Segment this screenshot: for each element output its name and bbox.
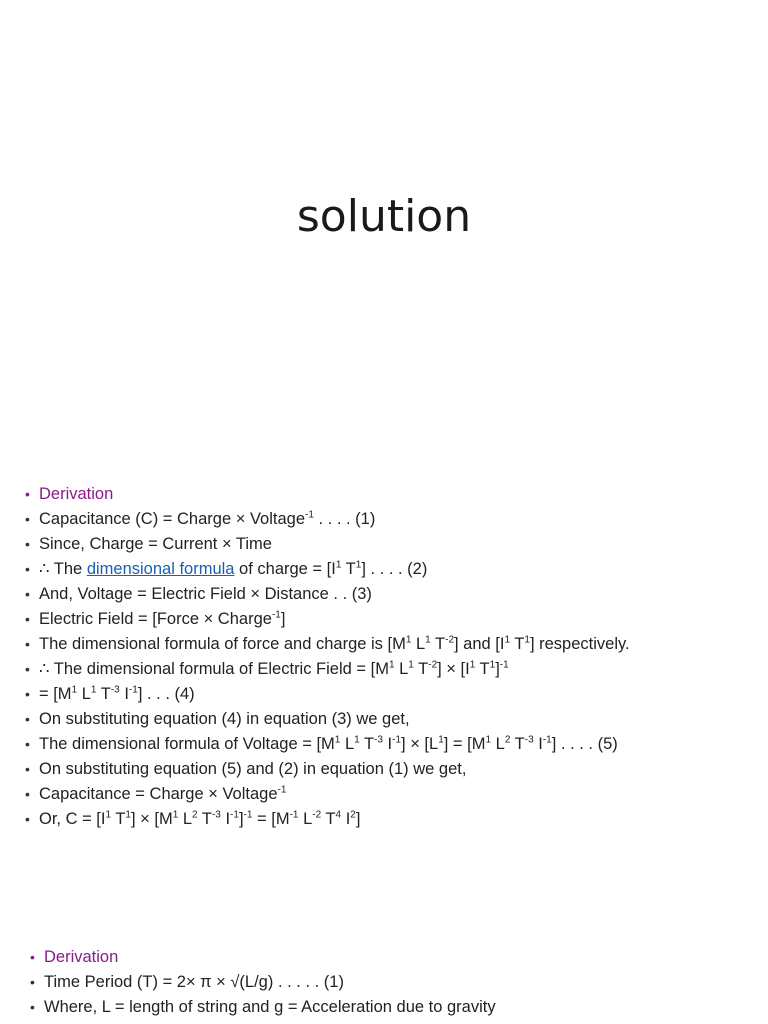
text-segment: I bbox=[119, 685, 129, 703]
exponent: 1 bbox=[355, 559, 362, 571]
derivation-list-pendulum bbox=[30, 945, 496, 1020]
text-segment: ] × [L bbox=[401, 735, 439, 753]
equation-line bbox=[25, 657, 630, 682]
exponent: -1 bbox=[305, 509, 314, 521]
text-segment: ] . . . . (5) bbox=[551, 735, 618, 753]
text-segment: Electric Field = [Force × Charge bbox=[39, 610, 272, 628]
exponent: 1 bbox=[354, 734, 360, 746]
equation-line bbox=[30, 995, 496, 1020]
text-segment: ∴ The bbox=[39, 560, 87, 578]
exponent: -1 bbox=[499, 659, 509, 671]
text-segment: = [M bbox=[252, 810, 290, 828]
text-segment: ] bbox=[238, 810, 244, 828]
section-heading: • Derivation bbox=[25, 482, 630, 507]
equation-line bbox=[25, 557, 630, 582]
derivation-list-capacitance bbox=[25, 482, 630, 832]
exponent: -1 bbox=[289, 809, 299, 821]
text-segment: L bbox=[491, 735, 505, 753]
exponent: -1 bbox=[271, 609, 281, 621]
text-segment: Time Period (T) = 2× π × √(L/g) . . . . . (1) bbox=[44, 973, 344, 991]
equation-line bbox=[25, 607, 630, 632]
exponent: -2 bbox=[428, 659, 438, 671]
equation-line bbox=[25, 732, 630, 757]
text-segment: On substituting equation (5) and (2) in equation (1) we get, bbox=[39, 760, 467, 778]
text-segment: ] . . . (4) bbox=[137, 685, 195, 703]
equation-line bbox=[25, 757, 630, 782]
text-segment: T bbox=[475, 660, 490, 678]
equation-line bbox=[25, 707, 630, 732]
exponent: 1 bbox=[425, 634, 431, 646]
text-segment: T bbox=[111, 810, 126, 828]
text-segment: I bbox=[533, 735, 543, 753]
text-segment: L bbox=[178, 810, 193, 828]
equation-line bbox=[25, 582, 630, 607]
exponent: 1 bbox=[405, 634, 412, 646]
text-segment: Capacitance = Charge × Voltage bbox=[39, 785, 278, 803]
exponent: 1 bbox=[71, 684, 78, 696]
exponent: 1 bbox=[334, 734, 341, 746]
text-segment: T bbox=[510, 635, 525, 653]
equation-line bbox=[25, 807, 630, 832]
text-segment: T bbox=[430, 635, 446, 653]
exponent: 1 bbox=[172, 809, 179, 821]
section-heading: • Derivation bbox=[30, 945, 496, 970]
text-segment: of charge = [I bbox=[234, 560, 336, 578]
exponent: -3 bbox=[110, 684, 120, 696]
text-segment: T bbox=[413, 660, 429, 678]
text-segment: L bbox=[394, 660, 409, 678]
exponent: 1 bbox=[469, 659, 476, 671]
exponent: -1 bbox=[542, 734, 552, 746]
text-segment: T bbox=[321, 810, 336, 828]
text-segment: L bbox=[77, 685, 91, 703]
text-segment: ∴ The dimensional formula of Electric Field = [M bbox=[39, 660, 389, 678]
text-segment: ] bbox=[280, 610, 286, 628]
text-segment: ] and [I bbox=[454, 635, 505, 653]
text-segment: ] . . . . (2) bbox=[361, 560, 428, 578]
text-segment: Capacitance (C) = Charge × Voltage bbox=[39, 510, 305, 528]
text-segment: Or, C = [I bbox=[39, 810, 106, 828]
exponent: 2 bbox=[192, 809, 198, 821]
text-segment: I bbox=[341, 810, 351, 828]
text-segment: And, Voltage = Electric Field × Distance . . (3) bbox=[39, 585, 372, 603]
text-segment: ] respectively. bbox=[529, 635, 630, 653]
exponent: 2 bbox=[504, 734, 511, 746]
exponent: -3 bbox=[524, 734, 534, 746]
text-segment: Since, Charge = Current × Time bbox=[39, 535, 272, 553]
page-title: solution bbox=[296, 191, 472, 243]
exponent: 1 bbox=[90, 684, 97, 696]
exponent: 1 bbox=[504, 634, 511, 646]
text-segment: L bbox=[411, 635, 426, 653]
equation-line bbox=[30, 970, 496, 995]
exponent: 2 bbox=[350, 809, 356, 821]
text-segment: L bbox=[340, 735, 355, 753]
exponent: -3 bbox=[211, 809, 221, 821]
text-segment: Where, L = length of string and g = Acceleration due to gravity bbox=[44, 998, 496, 1016]
text-segment: The dimensional formula of force and charge is [M bbox=[39, 635, 406, 653]
exponent: -2 bbox=[312, 809, 322, 821]
text-segment: ] × [I bbox=[437, 660, 470, 678]
exponent: 1 bbox=[524, 634, 530, 646]
exponent: 1 bbox=[105, 809, 112, 821]
exponent: -1 bbox=[277, 784, 287, 796]
exponent: 1 bbox=[489, 659, 496, 671]
exponent: -3 bbox=[374, 734, 383, 746]
text-segment: ] × [M bbox=[130, 810, 173, 828]
text-segment: ] bbox=[355, 810, 361, 828]
text-segment: = [M bbox=[39, 685, 72, 703]
exponent: -1 bbox=[392, 734, 402, 746]
exponent: 1 bbox=[485, 734, 492, 746]
equation-line bbox=[25, 782, 630, 807]
exponent: -1 bbox=[128, 684, 138, 696]
exponent: 1 bbox=[408, 659, 414, 671]
exponent: 4 bbox=[335, 809, 342, 821]
exponent: 1 bbox=[438, 734, 444, 746]
text-segment: ] = [M bbox=[443, 735, 486, 753]
text-segment: I bbox=[220, 810, 231, 828]
exponent: 1 bbox=[335, 559, 342, 571]
text-segment: The dimensional formula of Voltage = [M bbox=[39, 735, 335, 753]
exponent: 1 bbox=[125, 809, 131, 821]
text-segment: T bbox=[359, 735, 375, 753]
text-segment: L bbox=[298, 810, 313, 828]
dimensional-formula-link[interactable]: dimensional formula bbox=[86, 560, 235, 578]
text-segment: T bbox=[341, 560, 356, 578]
text-segment: T bbox=[96, 685, 111, 703]
exponent: -2 bbox=[445, 634, 455, 646]
text-segment: I bbox=[382, 735, 393, 753]
exponent: 1 bbox=[388, 659, 395, 671]
text-segment: ] bbox=[495, 660, 500, 678]
text-segment: T bbox=[197, 810, 212, 828]
equation-line bbox=[25, 532, 630, 557]
equation-line bbox=[25, 507, 630, 532]
text-segment: On substituting equation (4) in equation (3) we get, bbox=[39, 710, 410, 728]
equation-line bbox=[25, 632, 630, 657]
exponent: -1 bbox=[243, 809, 253, 821]
equation-line bbox=[25, 682, 630, 707]
text-segment: . . . . (1) bbox=[313, 510, 376, 528]
exponent: -1 bbox=[230, 809, 239, 821]
text-segment: T bbox=[510, 735, 525, 753]
